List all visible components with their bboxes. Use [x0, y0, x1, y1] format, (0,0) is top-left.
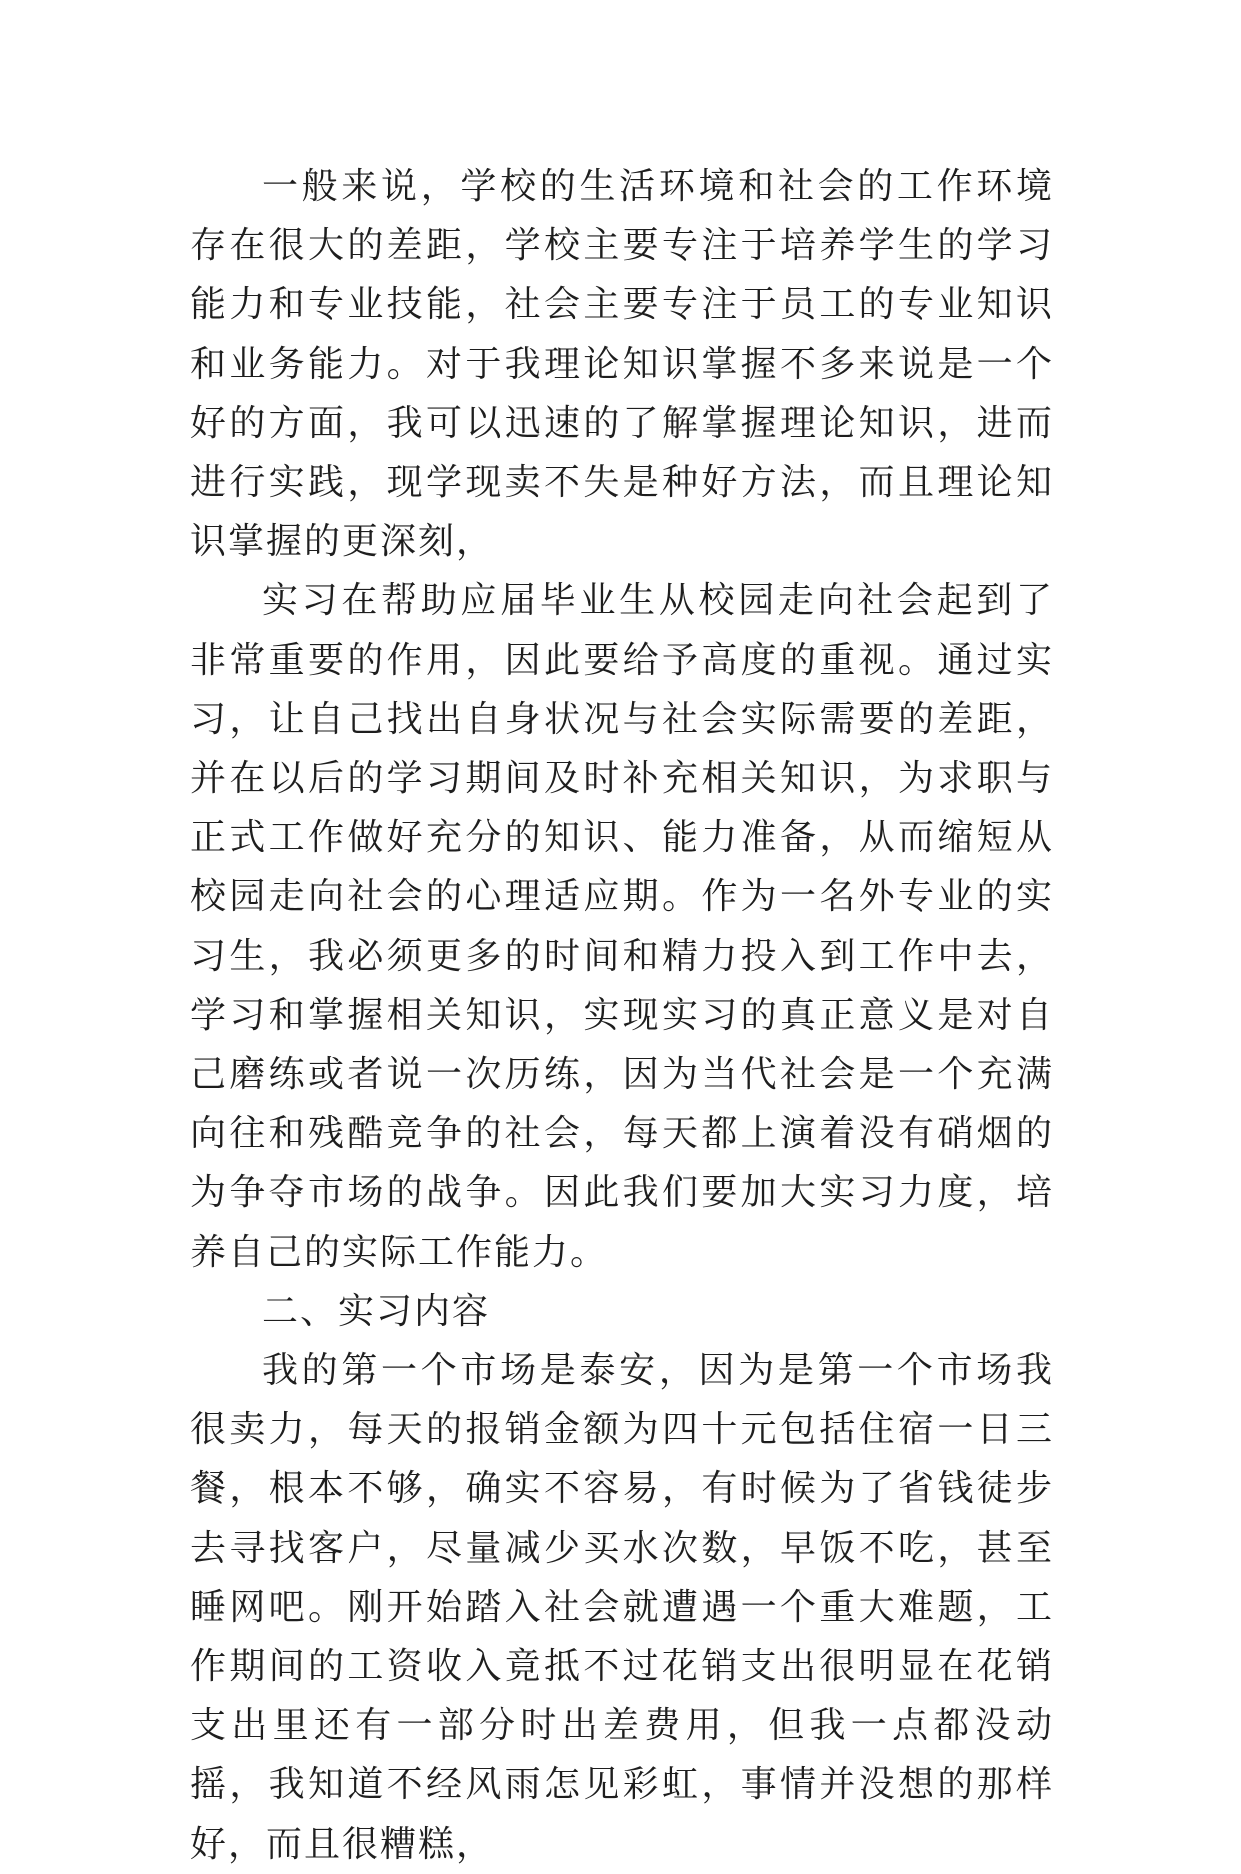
document-body: [190, 157, 1054, 1874]
paragraph-internship-importance: 实习在帮助应届毕业生从校园走向社会起到了非常重要的作用，因此要给予高度的重视。通过实习，让自己找出自身状况与社会实际需要的差距，并在以后的学习期间及时补充相关知识，为求职与正式工作做好充分的知识、能力准备，从而缩短从校园走向社会的心理适应期。作为一名外专业的实习生，我必须更多的时间和精力投入到工作中去，学习和掌握相关知识，实现实习的真正意义是对自己磨练或者说一次历练，因为当代社会是一个充满向往和残酷竞争的社会，每天都上演着没有硝烟的为争夺市场的战争。因此我们要加大实习力度，培养自己的实际工作能力。: [190, 580, 1054, 1273]
paragraph-first-market: 我的第一个市场是泰安，因为是第一个市场我很卖力，每天的报销金额为四十元包括住宿一日三餐，根本不够，确实不容易，有时候为了省钱徒步去寻找客户，尽量减少买水次数，早饭不吃，甚至睡网吧。刚开始踏入社会就遭遇一个重大难题，工作期间的工资收入竟抵不过花销支出很明显在花销支出里还有一部分时出差费用，但我一点都没动摇，我知道不经风雨怎见彩虹，事情并没想的那样好，而且很糟糕，: [190, 1350, 1054, 1865]
section-heading-internship-content: 二、实习内容: [262, 1290, 491, 1332]
paragraph-intro: 一般来说，学校的生活环境和社会的工作环境存在很大的差距，学校主要专注于培养学生的学习能力和专业技能，社会主要专注于员工的专业知识和业务能力。对于我理论知识掌握不多来说是一个好的方面，我可以迅速的了解掌握理论知识，进而进行实践，现学现卖不失是种好方法，而且理论知识掌握的更深刻，: [190, 166, 1054, 563]
